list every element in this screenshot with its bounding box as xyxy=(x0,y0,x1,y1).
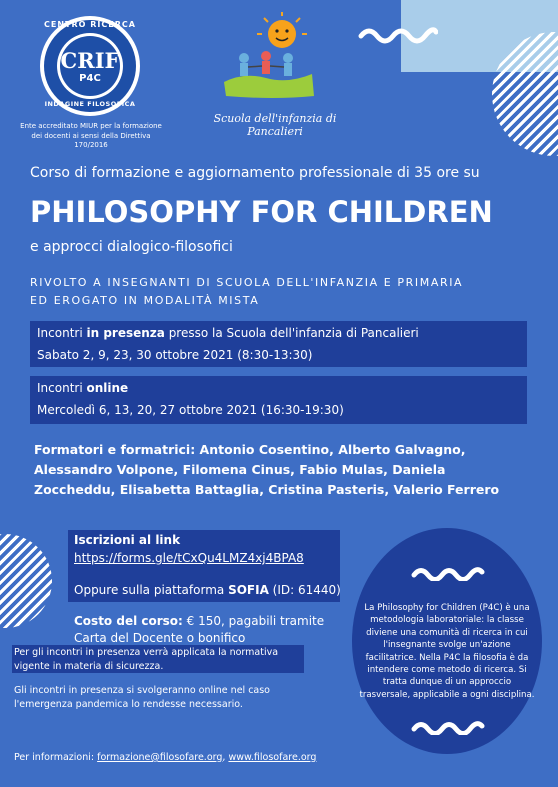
online-heading xyxy=(37,381,527,395)
logo-sub: P4C xyxy=(79,73,101,84)
logo-ring-top: CENTRO RICERCA xyxy=(44,20,136,29)
wave-decoration-circle-top xyxy=(411,563,485,581)
p4c-description: La Philosophy for Children (P4C) è una metodologia laboratoriale: la classe diviene una comunità di ricerca in cui l'insegnante svolge un'azione facilitatrice. Nella P4C la filosofia è da intendere come metodo di ricerca. Si tratta dunque di un approccio trasversale, applicabile a ogni disciplina. xyxy=(359,603,535,700)
school-caption: Scuola dell'infanzia di Pancalieri xyxy=(213,112,337,138)
info-prefix: Per informazioni: xyxy=(14,752,98,763)
course-intro: Corso di formazione e aggiornamento professionale di 35 ore su xyxy=(30,165,480,181)
registration-link[interactable]: https://forms.gle/tCxQu4LMZ4xj4BPA8 xyxy=(74,551,304,565)
subtitle: e approcci dialogico-filosofici xyxy=(30,239,233,255)
online-prefix: Incontri xyxy=(37,381,87,395)
presence-prefix: Incontri xyxy=(37,326,87,340)
online-note: Gli incontri in presenza si svolgeranno online nel caso l'emergenza pandemica lo rendesse necessario. xyxy=(14,685,270,710)
audience-line-1: RIVOLTO A INSEGNANTI DI SCUOLA DELL'INFANZIA E PRIMARIA xyxy=(30,276,464,289)
wave-decoration-top xyxy=(358,22,438,44)
audience-line-2: ED EROGATO IN MODALITÀ MISTA xyxy=(30,294,260,307)
accreditation-text: Ente accreditato MIUR per la formazione dei docenti ai sensi della Direttiva 170/2016 xyxy=(20,122,162,149)
info-line xyxy=(14,752,344,763)
sofia-suffix: (ID: 61440) xyxy=(268,583,341,597)
main-title: PHILOSOPHY FOR CHILDREN xyxy=(30,195,493,229)
safety-note: Per gli incontri in presenza verrà applicata la normativa vigente in materia di sicurezza. xyxy=(14,647,279,672)
trainers-list: Formatori e formatrici: Antonio Cosentino, Alberto Galvagno, Alessandro Volpone, Filomena Cinus, Fabio Mulas, Daniela Zoccheddu, Elisabetta Battaglia, Cristina Pasteris, Valerio Ferrero xyxy=(34,442,500,497)
cost-line xyxy=(74,614,344,628)
online-dates: Mercoledì 6, 13, 20, 27 ottobre 2021 (16:30-19:30) xyxy=(37,403,344,417)
cost-line-2: Carta del Docente o bonifico xyxy=(74,631,246,645)
online-bold: online xyxy=(86,381,129,395)
striped-circle-left xyxy=(0,534,52,628)
sofia-bold: SOFIA xyxy=(228,583,269,597)
presence-bold: in presenza xyxy=(86,326,165,340)
cost-value: € 150, pagabili tramite xyxy=(182,614,325,628)
logo-mark: CRIF xyxy=(60,48,120,73)
registration-heading: Iscrizioni al link xyxy=(74,533,181,547)
wave-decoration-circle-bottom xyxy=(411,717,485,735)
crif-logo xyxy=(38,14,142,118)
info-site-link[interactable]: www.filosofare.org xyxy=(228,752,317,763)
cost-label: Costo del corso: xyxy=(74,614,183,628)
sofia-line xyxy=(74,583,344,597)
presence-heading xyxy=(37,326,527,340)
info-email-link[interactable]: formazione@filosofare.org xyxy=(97,752,223,763)
presence-suffix: presso la Scuola dell'infanzia di Pancalieri xyxy=(164,326,419,340)
presence-dates: Sabato 2, 9, 23, 30 ottobre 2021 (8:30-13:30) xyxy=(37,348,313,362)
sofia-prefix: Oppure sulla piattaforma xyxy=(74,583,229,597)
info-sep: , xyxy=(222,752,229,763)
logo-ring-bottom: INDAGINE FILOSOFICA xyxy=(44,100,136,108)
school-illustration xyxy=(204,12,328,104)
